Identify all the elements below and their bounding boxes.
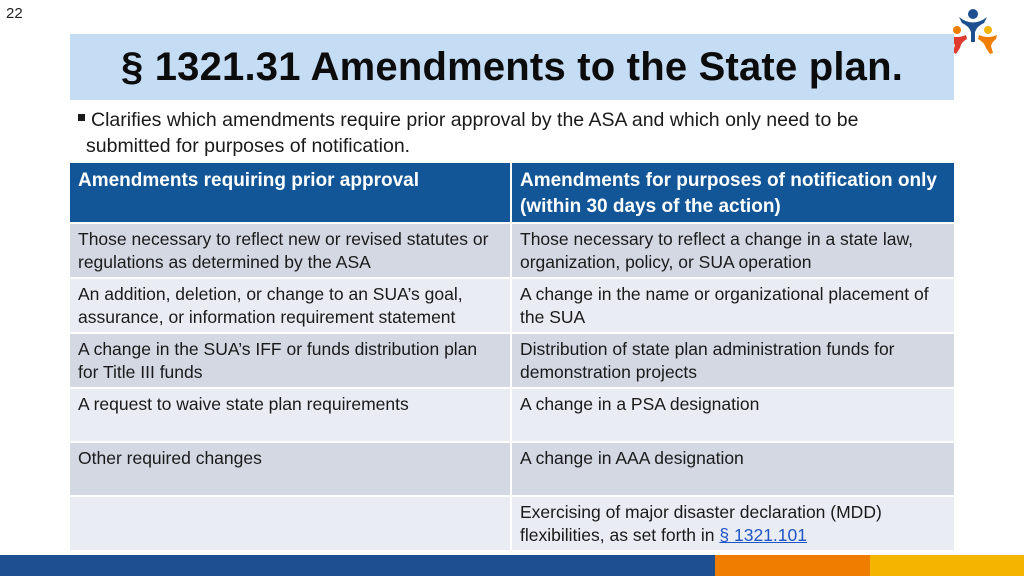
title-banner <box>70 34 954 100</box>
cell-prior-approval: A change in the SUA’s IFF or funds distribution plan for Title III funds <box>70 333 511 388</box>
footer-yellow-segment <box>870 555 1024 576</box>
cell-prior-approval: An addition, deletion, or change to an SUA’s goal, assurance, or information requirement statement <box>70 278 511 333</box>
cell-prior-approval <box>70 496 511 551</box>
cell-notification: A change in AAA designation <box>511 442 954 496</box>
intro-line-1 <box>78 107 958 133</box>
page-title: § 1321.31 Amendments to the State plan. <box>120 44 904 89</box>
table-row <box>70 496 954 551</box>
table-row <box>70 388 954 442</box>
header-prior-approval: Amendments requiring prior approval <box>70 163 511 223</box>
cell-notification: A change in the name or organizational placement of the SUA <box>511 278 954 333</box>
table-row <box>70 223 954 278</box>
amendments-table <box>70 163 954 552</box>
section-1321-101-link[interactable]: § 1321.101 <box>719 525 807 545</box>
intro-line-2: submitted for purposes of notification. <box>86 135 411 157</box>
cell-notification: Distribution of state plan administration funds for demonstration projects <box>511 333 954 388</box>
header-notification: Amendments for purposes of notification only (within 30 days of the action) <box>511 163 954 223</box>
footer-orange-segment <box>715 555 870 576</box>
footer-blue-segment <box>0 555 715 576</box>
cell-notification-text: Exercising of major disaster declaration (MDD) flexibilities, as set forth in <box>520 502 882 545</box>
intro-text-1: Clarifies which amendments require prior approval by the ASA and which only need to be <box>91 109 859 131</box>
table-header-row <box>70 163 954 223</box>
cell-prior-approval: Those necessary to reflect new or revised statutes or regulations as determined by the ASA <box>70 223 511 278</box>
cell-notification: Those necessary to reflect a change in a state law, organization, policy, or SUA operation <box>511 223 954 278</box>
cell-prior-approval: Other required changes <box>70 442 511 496</box>
table-row <box>70 333 954 388</box>
square-bullet-icon <box>78 114 85 121</box>
table-row <box>70 442 954 496</box>
cell-prior-approval: A request to waive state plan requirements <box>70 388 511 442</box>
cell-notification <box>511 496 954 551</box>
cell-notification: A change in a PSA designation <box>511 388 954 442</box>
table-row <box>70 278 954 333</box>
intro-bullet <box>78 107 958 159</box>
slide-number: 22 <box>6 5 23 22</box>
footer-color-bar <box>0 555 1024 576</box>
